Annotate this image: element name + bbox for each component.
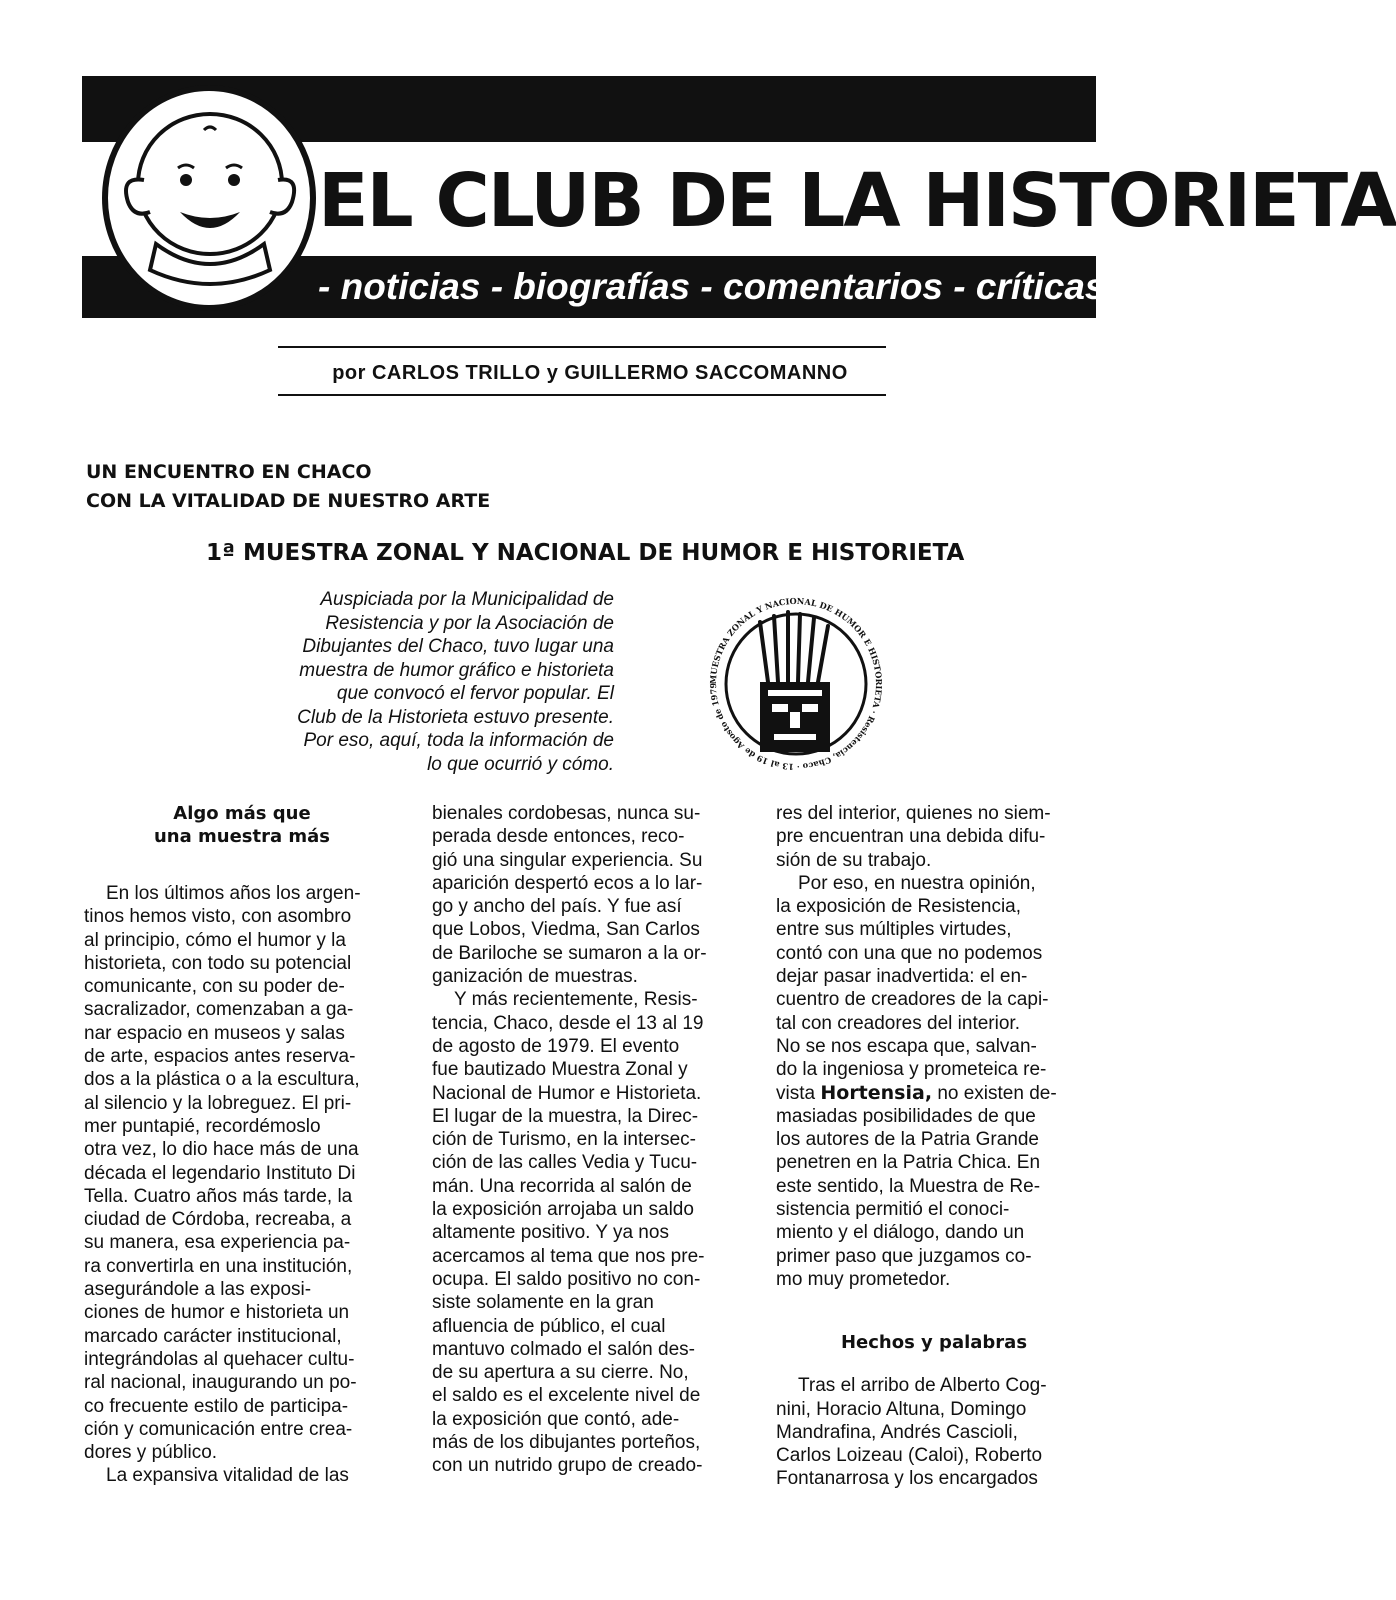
text-line: gió una singular experiencia. Su bbox=[432, 849, 703, 871]
text-line: acercamos al tema que nos pre- bbox=[432, 1245, 705, 1267]
intro-line: Resistencia y por la Asociación de bbox=[325, 612, 614, 634]
section-subhead: Algo más que bbox=[173, 803, 311, 824]
text-line: ra convertirla en una institución, bbox=[84, 1255, 353, 1277]
text-line: No se nos escapa que, salvan- bbox=[776, 1035, 1037, 1057]
text-line: La expansiva vitalidad de las bbox=[106, 1465, 349, 1487]
text-line: Nacional de Humor e Historieta. bbox=[432, 1082, 702, 1104]
text-line: fue bautizado Muestra Zonal y bbox=[432, 1059, 688, 1081]
text-line: mer puntapié, recordémoslo bbox=[84, 1115, 321, 1137]
intro-line: lo que ocurrió y cómo. bbox=[427, 753, 614, 775]
text-line: sacralizador, comenzaban a ga- bbox=[84, 999, 354, 1021]
intro-line: Club de la Historieta estuvo presente. bbox=[297, 706, 614, 728]
text-line-hortensia bbox=[776, 1082, 1092, 1105]
kicker-line: CON LA VITALIDAD DE NUESTRO ARTE bbox=[86, 490, 491, 512]
text-fragment: vista bbox=[776, 1082, 821, 1104]
text-line: con un nutrido grupo de creado- bbox=[432, 1455, 703, 1477]
article-column-3 bbox=[776, 802, 1092, 1491]
text-fragment: no existen de- bbox=[932, 1082, 1057, 1104]
text-line: Por eso, en nuestra opinión, bbox=[798, 872, 1036, 894]
text-line: al principio, cómo el humor y la bbox=[84, 929, 346, 951]
text-line: co frecuente estilo de participa- bbox=[84, 1395, 349, 1417]
text-line: entre sus múltiples virtudes, bbox=[776, 919, 1012, 941]
text-line: aparición despertó ecos a lo lar- bbox=[432, 872, 703, 894]
text-line: Tras el arribo de Alberto Cog- bbox=[798, 1375, 1047, 1397]
text-line: afluencia de público, el cual bbox=[432, 1315, 666, 1337]
text-line: sistencia permitió el conoci- bbox=[776, 1199, 1010, 1221]
text-line: pre encuentran una debida difu- bbox=[776, 826, 1046, 848]
masthead-subtitle: - noticias - biografías - comentarios - críticas - bbox=[318, 266, 1129, 307]
text-line: otra vez, lo dio hace más de una bbox=[84, 1139, 359, 1161]
text-line: de Bariloche se sumaron a la or- bbox=[432, 942, 707, 964]
text-line: El lugar de la muestra, la Direc- bbox=[432, 1105, 699, 1127]
kicker bbox=[86, 458, 490, 516]
text-line: ción de Turismo, en la intersec- bbox=[432, 1129, 697, 1151]
text-line: bienales cordobesas, nunca su- bbox=[432, 803, 701, 824]
text-line: contó con una que no podemos bbox=[776, 942, 1043, 964]
text-line: ocupa. El saldo positivo no con- bbox=[432, 1268, 701, 1290]
text-line: siste solamente en la gran bbox=[432, 1292, 654, 1314]
text-line: marcado carácter institucional, bbox=[84, 1325, 342, 1347]
text-line: Fontanarrosa y los encargados bbox=[776, 1468, 1038, 1490]
text-line: la exposición que contó, ade- bbox=[432, 1408, 680, 1430]
text-line: En los últimos años los argen- bbox=[106, 883, 361, 904]
intro-paragraph bbox=[234, 588, 614, 776]
text-line: go y ancho del país. Y fue así bbox=[432, 896, 682, 918]
emblem-ring-text: MUESTRA ZONAL Y NACIONAL DE HUMOR E HISTORIETA · Resistencia, Chaco · 13 al 19 de Agosto de 1979 bbox=[707, 595, 885, 773]
text-line: década el legendario Instituto Di bbox=[84, 1162, 356, 1184]
text-line: mo muy prometedor. bbox=[776, 1268, 951, 1290]
text-line: miento y el diálogo, dando un bbox=[776, 1222, 1025, 1244]
text-line: primer paso que juzgamos co- bbox=[776, 1245, 1032, 1267]
text-line: tencia, Chaco, desde el 13 al 19 bbox=[432, 1012, 704, 1034]
text-line: asegurándole a las exposi- bbox=[84, 1279, 312, 1301]
text-line: ción y comunicación entre crea- bbox=[84, 1418, 353, 1440]
text-line: ciudad de Córdoba, recreaba, a bbox=[84, 1209, 352, 1231]
intro-line: Auspiciada por la Municipalidad de bbox=[320, 589, 614, 610]
text-line: más de los dibujantes porteños, bbox=[432, 1432, 701, 1454]
text-line: los autores de la Patria Grande bbox=[776, 1129, 1039, 1151]
byline: por CARLOS TRILLO y GUILLERMO SACCOMANNO bbox=[332, 362, 848, 384]
text-line: de agosto de 1979. El evento bbox=[432, 1035, 680, 1057]
text-line: que Lobos, Viedma, San Carlos bbox=[432, 919, 700, 941]
text-line: ción de las calles Vedia y Tucu- bbox=[432, 1152, 698, 1174]
text-line: de su apertura a su cierre. No, bbox=[432, 1362, 689, 1384]
intro-line: que convocó el fervor popular. El bbox=[336, 683, 614, 704]
byline-rule-top bbox=[278, 346, 886, 348]
text-line: perada desde entonces, reco- bbox=[432, 826, 685, 848]
kicker-line: UN ENCUENTRO EN CHACO bbox=[86, 461, 372, 483]
text-line: tinos hemos visto, con asombro bbox=[84, 906, 352, 928]
baby-mascot-logo bbox=[100, 84, 318, 312]
byline-rule-bottom bbox=[278, 394, 886, 396]
text-line: al silencio y la lobreguez. El pri- bbox=[84, 1092, 352, 1114]
text-line: comunicante, con su poder de- bbox=[84, 976, 345, 998]
text-line: cuentro de creadores de la capi- bbox=[776, 989, 1049, 1011]
muestra-emblem-seal bbox=[702, 586, 890, 782]
text-line: Carlos Loizeau (Caloi), Roberto bbox=[776, 1445, 1043, 1467]
text-line: la exposición arrojaba un saldo bbox=[432, 1199, 694, 1221]
text-line: dos a la plástica o a la escultura, bbox=[84, 1069, 360, 1091]
intro-line: Por eso, aquí, toda la información de bbox=[303, 730, 614, 751]
text-line: ciones de humor e historieta un bbox=[84, 1302, 350, 1324]
text-line: sión de su trabajo. bbox=[776, 849, 932, 871]
text-line: altamente positivo. Y ya nos bbox=[432, 1222, 669, 1244]
text-line: nar espacio en museos y salas bbox=[84, 1022, 345, 1044]
intro-line: Dibujantes del Chaco, tuvo lugar una bbox=[302, 636, 614, 657]
text-line: tal con creadores del interior. bbox=[776, 1012, 1020, 1034]
text-line: de arte, espacios antes reserva- bbox=[84, 1046, 356, 1068]
text-line: dores y público. bbox=[84, 1442, 218, 1464]
text-line: do la ingeniosa y prometeica re- bbox=[776, 1059, 1047, 1081]
text-line: su manera, esa experiencia pa- bbox=[84, 1232, 351, 1254]
text-line: masiadas posibilidades de que bbox=[776, 1105, 1036, 1127]
text-line: historieta, con todo su potencial bbox=[84, 952, 352, 974]
text-line: el saldo es el excelente nivel de bbox=[432, 1385, 701, 1407]
text-line: res del interior, quienes no siem- bbox=[776, 803, 1051, 824]
text-line: dejar pasar inadvertida: el en- bbox=[776, 966, 1028, 988]
text-line: ganización de muestras. bbox=[432, 966, 638, 988]
text-line: la exposición de Resistencia, bbox=[776, 896, 1022, 918]
section-subhead: una muestra más bbox=[153, 826, 331, 847]
text-line: Tella. Cuatro años más tarde, la bbox=[84, 1185, 353, 1207]
text-line: mantuvo colmado el salón des- bbox=[432, 1338, 695, 1360]
section-subhead: Hechos y palabras bbox=[840, 1332, 1028, 1354]
article-column-2 bbox=[432, 802, 748, 1478]
text-line: mán. Una recorrida al salón de bbox=[432, 1175, 692, 1197]
magazine-name: Hortensia, bbox=[820, 1081, 933, 1104]
text-line: integrándolas al quehacer cultu- bbox=[84, 1348, 355, 1370]
headline: 1ª MUESTRA ZONAL Y NACIONAL DE HUMOR E HISTORIETA bbox=[206, 540, 965, 566]
article-column-1 bbox=[84, 802, 400, 1488]
masthead-title: EL CLUB DE LA HISTORIETA bbox=[318, 158, 1396, 244]
text-line: nini, Horacio Altuna, Domingo bbox=[776, 1398, 1027, 1420]
text-line: Mandrafina, Andrés Cascioli, bbox=[776, 1421, 1018, 1443]
text-line: este sentido, la Muestra de Re- bbox=[776, 1175, 1041, 1197]
text-line: Y más recientemente, Resis- bbox=[454, 989, 698, 1011]
intro-line: muestra de humor gráfico e historieta bbox=[299, 659, 614, 681]
text-line: ral nacional, inaugurando un po- bbox=[84, 1372, 357, 1394]
text-line: penetren en la Patria Chica. En bbox=[776, 1152, 1041, 1174]
